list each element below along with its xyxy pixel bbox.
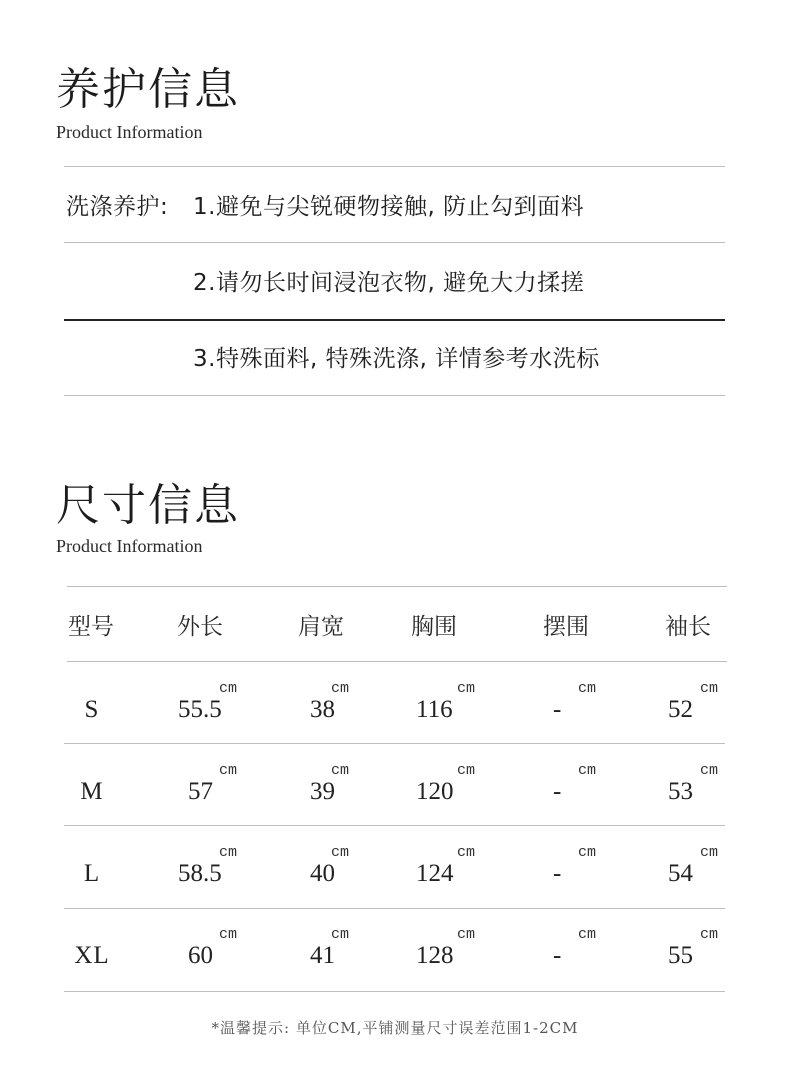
chest-value: 116	[416, 696, 453, 723]
unit-label: cm	[700, 844, 719, 861]
length-value: 60	[188, 942, 213, 969]
shoulder-value: 41	[310, 942, 335, 969]
measurement-note: *温馨提示: 单位CM,平铺测量尺寸误差范围1-2CM	[211, 1019, 579, 1037]
shoulder-value: 40	[310, 860, 335, 887]
shoulder-value: 39	[310, 778, 335, 805]
unit-label: cm	[219, 926, 238, 943]
sleeve-value: 54	[668, 860, 693, 887]
unit-label: cm	[219, 762, 238, 779]
hem-value: -	[553, 942, 562, 969]
unit-label: cm	[331, 680, 350, 697]
shoulder-value: 38	[310, 696, 335, 723]
chest-value: 120	[416, 778, 454, 805]
header-chest: 胸围	[411, 614, 457, 640]
unit-label: cm	[700, 762, 719, 779]
unit-label: cm	[331, 926, 350, 943]
size-subtitle: Product Information	[56, 536, 203, 556]
row-divider	[64, 743, 725, 744]
header-size: 型号	[68, 614, 114, 640]
care-item-2: 2.请勿长时间浸泡衣物, 避免大力揉搓	[193, 270, 585, 296]
hem-value: -	[553, 860, 562, 887]
sleeve-value: 52	[668, 696, 693, 723]
size-title: 尺寸信息	[56, 480, 240, 531]
unit-label: cm	[700, 680, 719, 697]
hem-value: -	[553, 778, 562, 805]
unit-label: cm	[578, 762, 597, 779]
care-title: 养护信息	[56, 64, 240, 115]
size-label: S	[84, 696, 100, 723]
size-label: M	[80, 778, 104, 805]
header-length: 外长	[177, 614, 223, 640]
divider	[64, 166, 725, 167]
care-label: 洗涤养护:	[66, 194, 169, 220]
hem-value: -	[553, 696, 562, 723]
table-top-border	[67, 586, 727, 587]
unit-label: cm	[578, 926, 597, 943]
length-value: 55.5	[178, 696, 222, 723]
divider	[64, 242, 725, 243]
size-label: XL	[74, 942, 110, 969]
header-divider	[67, 661, 727, 662]
care-subtitle: Product Information	[56, 122, 203, 142]
chest-value: 128	[416, 942, 454, 969]
sleeve-value: 55	[668, 942, 693, 969]
header-sleeve: 袖长	[665, 614, 711, 640]
length-value: 57	[188, 778, 213, 805]
header-shoulder: 肩宽	[298, 614, 344, 640]
unit-label: cm	[700, 926, 719, 943]
length-value: 58.5	[178, 860, 222, 887]
divider	[64, 319, 725, 321]
unit-label: cm	[578, 680, 597, 697]
header-hem: 摆围	[543, 614, 589, 640]
care-item-1: 1.避免与尖锐硬物接触, 防止勾到面料	[193, 194, 585, 220]
size-label: L	[83, 860, 101, 887]
unit-label: cm	[578, 844, 597, 861]
row-divider	[64, 825, 725, 826]
unit-label: cm	[457, 926, 476, 943]
row-divider	[64, 908, 725, 909]
sleeve-value: 53	[668, 778, 693, 805]
table-bottom-border	[64, 991, 725, 992]
unit-label: cm	[457, 844, 476, 861]
care-item-3: 3.特殊面料, 特殊洗涤, 详情参考水洗标	[193, 346, 600, 372]
unit-label: cm	[457, 762, 476, 779]
unit-label: cm	[331, 844, 350, 861]
unit-label: cm	[219, 680, 238, 697]
unit-label: cm	[331, 762, 350, 779]
unit-label: cm	[457, 680, 476, 697]
unit-label: cm	[219, 844, 238, 861]
chest-value: 124	[416, 860, 454, 887]
divider	[64, 395, 725, 396]
